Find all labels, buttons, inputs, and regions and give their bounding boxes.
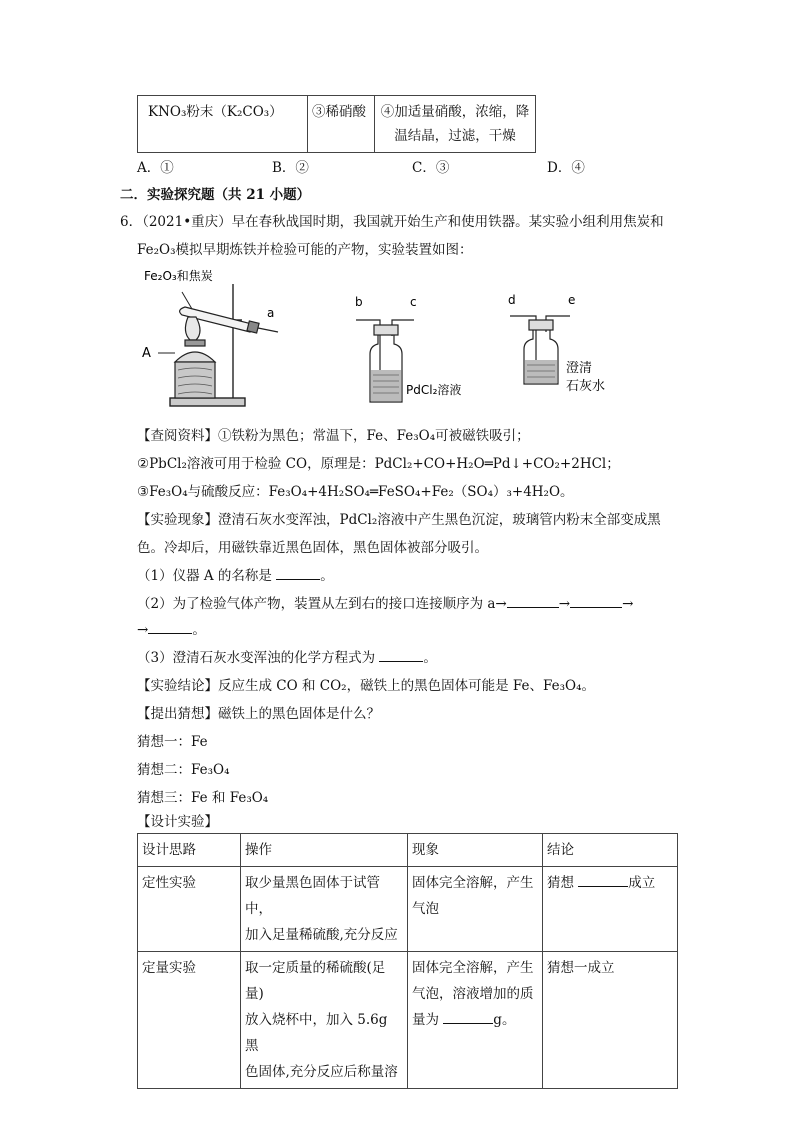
answer-blank-2a[interactable]	[507, 595, 559, 608]
info-line-1: 【查阅资料】①铁粉为黑色；常温下，Fe、Fe₃O₄可被磁铁吸引；	[137, 428, 530, 444]
answer-blank-2b[interactable]	[570, 595, 622, 608]
header-phenomenon: 现象	[408, 834, 543, 867]
conclusion-suffix: 成立	[628, 875, 656, 891]
header-design-idea: 设计思路	[138, 834, 241, 867]
cell-qualitative-conclusion	[543, 867, 678, 952]
operation-line: 放入烧杯中，加入 5.6g 黑	[245, 1012, 388, 1054]
guess-question: 【提出猜想】磁铁上的黑色固体是什么？	[137, 706, 380, 722]
experiment-design-table	[137, 833, 678, 1089]
label-port-e: e	[568, 293, 576, 307]
method-line-1: ④加适量硝酸，浓缩，降	[380, 104, 530, 120]
info-line-3: ③Fe₃O₄与硫酸反应：Fe₃O₄+4H₂SO₄═FeSO₄+Fe₂（SO₄）₃+4H₂O。	[137, 484, 574, 500]
info-line-2: ②PbCl₂溶液可用于检验 CO，原理是：PdCl₂+CO+H₂O═Pd↓+CO₂+2HCl；	[137, 456, 620, 472]
sub-question-1	[137, 564, 334, 584]
arrow-3: →	[137, 622, 149, 638]
table-row-quantitative	[138, 952, 678, 1089]
phenomenon-line-1: 【实验现象】澄清石灰水变浑浊，PdCl₂溶液中产生黑色沉淀，玻璃管内粉末全部变成黑	[137, 512, 661, 528]
section-title: 二．实验探究题（共 21 小题）	[120, 187, 311, 203]
sub-question-3-end: 。	[423, 650, 437, 666]
option-a: A．①	[137, 160, 174, 176]
sub-question-2	[137, 592, 633, 612]
phenomenon-line: 固体完全溶解，产生	[412, 875, 534, 891]
phenomenon-line: 气泡	[412, 901, 439, 917]
label-port-a: a	[267, 306, 275, 320]
cell-quantitative-phenomenon	[408, 952, 543, 1089]
label-limewater-2: 石灰水	[566, 379, 606, 394]
question-6-line-1: 6．（2021•重庆）早在春秋战国时期，我国就开始生产和使用铁器。某实验小组利用焦炭和	[120, 214, 664, 230]
design-heading: 【设计实验】	[137, 814, 218, 830]
answer-blank-1[interactable]	[276, 567, 320, 580]
phenomenon-line-2: 色。冷却后，用磁铁靠近黑色固体，黑色固体被部分吸引。	[137, 540, 488, 556]
table-header-row	[138, 834, 678, 867]
cell-quantitative-operation	[241, 952, 408, 1089]
label-port-d: d	[508, 293, 516, 307]
header-operation: 操作	[241, 834, 408, 867]
sub-question-2-cont	[137, 618, 206, 638]
operation-line: 加入足量稀硫酸,充分反应	[245, 927, 398, 943]
label-instrument-A: A	[142, 346, 151, 361]
sub-question-1-text: （1）仪器 A 的名称是	[137, 568, 277, 584]
sub-question-2-end: 。	[192, 622, 206, 638]
conclusion-line: 【实验结论】反应生成 CO 和 CO₂，磁铁上的黑色固体可能是 Fe、Fe₃O₄。	[137, 678, 595, 694]
alcohol-lamp-A	[175, 317, 215, 398]
operation-line: 色固体,充分反应后称量溶	[245, 1064, 398, 1080]
answer-blank-3[interactable]	[379, 649, 423, 662]
answer-blank-mass[interactable]	[443, 1011, 493, 1024]
sub-question-3-text: （3）澄清石灰水变浑浊的化学方程式为	[137, 650, 380, 666]
phenomenon-line: 气泡，溶液增加的质	[412, 986, 534, 1002]
guess-3: 猜想三：Fe 和 Fe₃O₄	[137, 790, 269, 806]
option-c: C．③	[412, 160, 450, 176]
conclusion-prefix: 猜想	[547, 875, 579, 891]
operation-line: 取少量黑色固体于试管中，	[245, 875, 380, 917]
cell-quantitative: 定量实验	[138, 952, 241, 1089]
table-cell-substance: KNO₃粉末（K₂CO₃）	[138, 96, 308, 153]
answer-blank-guess[interactable]	[578, 874, 628, 887]
label-port-b: b	[355, 295, 363, 309]
header-conclusion: 结论	[543, 834, 678, 867]
option-d: D．④	[547, 160, 585, 176]
label-fe2o3-coke: Fe₂O₃和焦炭	[144, 269, 213, 283]
table-cell-method	[375, 96, 536, 153]
previous-question-table	[137, 95, 536, 153]
sub-question-1-end: 。	[320, 568, 334, 584]
mass-suffix: g。	[493, 1012, 516, 1028]
apparatus-figure	[130, 262, 650, 412]
limewater-bottle	[510, 316, 570, 384]
arrow-2: →	[622, 596, 634, 612]
table-cell-reagent: ③稀硝酸	[308, 96, 375, 153]
arrow-1: →	[558, 596, 571, 612]
cell-qualitative-phenomenon	[408, 867, 543, 952]
cell-qualitative-operation	[241, 867, 408, 952]
mass-prefix: 量为	[412, 1012, 444, 1028]
cell-quantitative-conclusion: 猜想一成立	[543, 952, 678, 1089]
sub-question-2-text: （2）为了检验气体产物，装置从左到右的接口连接顺序为 a→	[137, 596, 507, 612]
option-b: B．②	[272, 160, 309, 176]
label-limewater-1: 澄清	[566, 361, 593, 376]
question-6-line-2: Fe₂O₃模拟早期炼铁并检验可能的产物，实验装置如图：	[137, 242, 473, 258]
phenomenon-line: 固体完全溶解，产生	[412, 960, 534, 976]
guess-1: 猜想一：Fe	[137, 734, 208, 750]
label-pdcl2-solution: PdCl₂溶液	[406, 383, 462, 397]
operation-line: 取一定质量的稀硫酸(足量)	[245, 960, 386, 1002]
label-port-c: c	[410, 295, 417, 309]
method-line-2: 温结晶，过滤，干燥	[394, 128, 516, 144]
sub-question-3	[137, 646, 437, 666]
answer-blank-2c[interactable]	[148, 621, 192, 634]
guess-2: 猜想二：Fe₃O₄	[137, 762, 230, 778]
table-row-qualitative	[138, 867, 678, 952]
phenomenon-line	[412, 1007, 538, 1033]
label-leader-line	[182, 292, 192, 309]
cell-qualitative: 定性实验	[138, 867, 241, 952]
